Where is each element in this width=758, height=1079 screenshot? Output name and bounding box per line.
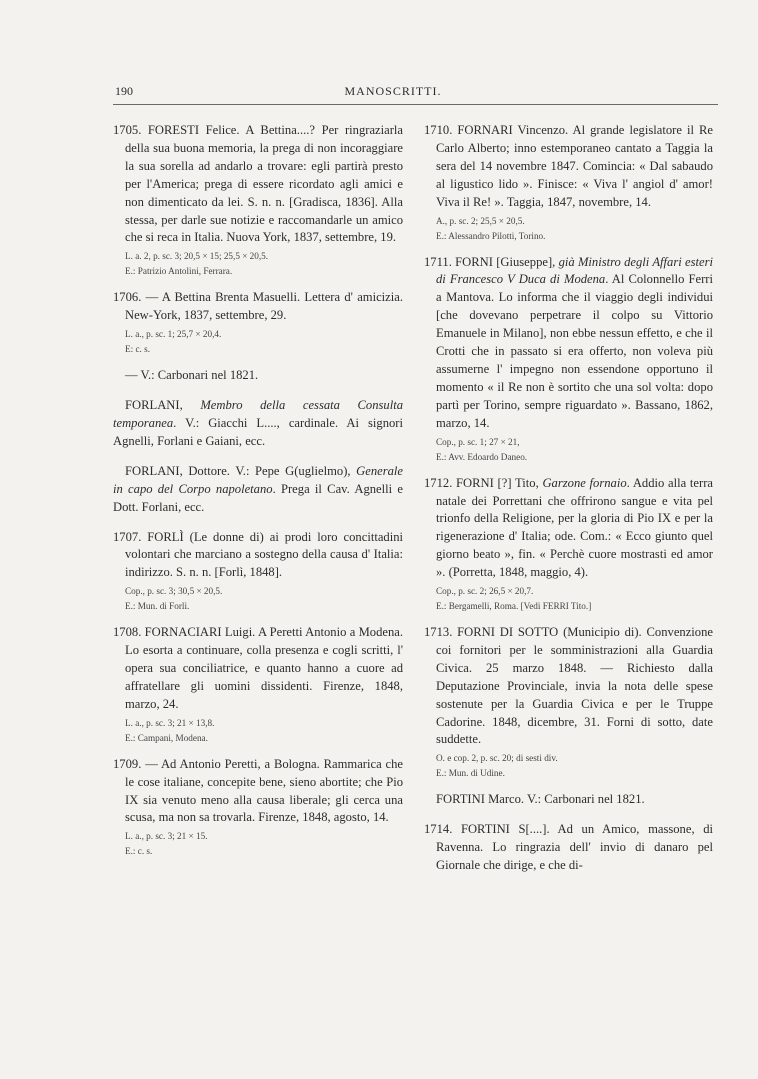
entry-text: 1708. FORNACIARI Luigi. A Peretti Antonio a Modena. Lo esorta a continuare, colla presenza e cogli scritti, l' opera sua conciliatrice, e quanto hanno a cuore ad affratellare gli uomini dissidenti. Firenze, 1848, marzo, 24. <box>113 625 403 711</box>
entry-note: E.: Alessandro Pilotti, Torino. <box>436 230 546 241</box>
entry-note: E.: Avv. Edoardo Daneo. <box>436 451 528 462</box>
entry-note: E.: Mun. di Udine. <box>436 768 505 779</box>
entry-title-italic: Garzone fornaio <box>542 475 627 490</box>
catalog-entry <box>113 529 403 613</box>
cross-reference <box>113 463 403 517</box>
catalog-entry <box>424 475 713 612</box>
entry-note: E: c. s. <box>125 344 151 355</box>
xref-text: . V.: Giacchi L...., cardinale. Ai signori Agnelli, Forlani e Gaiani, ecc. <box>113 415 403 448</box>
entry-note: L. a., p. sc. 1; 25,7 × 20,4. <box>125 329 222 340</box>
entry-text: 1713. FORNI DI SOTTO (Municipio di). Convenzione coi fornitori per le somministrazioni alla Guardia Civica. 25 marzo 1848. — Richiesto dalla Deputazione Provinciale, invia la nota delle spese sostenute per la Guardia Civica e per le Truppe Cadorine. 1848, dicembre, 31. Forni di sotto, date suddette. <box>424 625 713 747</box>
entry-text <box>424 475 713 582</box>
entry-head: 1711. FORNI [Giuseppe], <box>424 254 559 269</box>
catalog-entry <box>424 624 713 779</box>
entry-note: Cop., p. sc. 3; 30,5 × 20,5. <box>125 586 223 597</box>
entry-note: Cop., p. sc. 2; 26,5 × 20,7. <box>436 586 534 597</box>
entry-note: E.: Bergamelli, Roma. [Vedi FERRI Tito.] <box>436 601 592 612</box>
entry-note: L. a., p. sc. 3; 21 × 15. <box>125 831 208 842</box>
xref-text: . Prega il Cav. Agnelli e Dott. Forlani, ecc. <box>113 481 403 514</box>
entry-head: 1712. FORNI [?] Tito, <box>424 475 543 490</box>
entry-title-italic: già Ministro degli Affari esteri di Francesco V Duca di Modena <box>436 254 713 287</box>
entry-text: 1705. FORESTI Felice. A Bettina....? Per ringraziarla della sua buona memoria, la prega di non incoraggiare la sua sorella ad andarlo a trovare: egli partirà presto per l'America; prega di essere ricordato agli amici e non dimenticato da lei. S. n. n. [Gradisca, 1836]. Alla stessa, per darle sue notizie e raccomandarle un amico che si reca in Italia. Nuova York, 1837, settembre, 19. <box>113 123 403 245</box>
cross-reference <box>113 397 403 451</box>
page-number: 190 <box>115 84 133 98</box>
catalog-entry <box>113 624 403 744</box>
entry-note: L. a., p. sc. 3; 21 × 13,8. <box>125 717 215 728</box>
entry-note: E.: Campani, Modena. <box>125 732 208 743</box>
catalog-entry <box>113 122 403 277</box>
entry-text: 1707. FORLÌ (Le donne di) ai prodi loro concittadini volontari che marciano a sostegno della causa d' Italia: indirizzo. S. n. n. [Forlì, 1848]. <box>113 529 403 580</box>
left-column <box>113 122 403 869</box>
entry-text: 1706. — A Bettina Brenta Masuelli. Lettera d' amicizia. New-York, 1837, settembre, 29. <box>113 290 403 323</box>
catalog-entry <box>113 756 403 858</box>
running-head: MANOSCRITTI. <box>344 84 442 98</box>
xref-text: FORLANI, Dottore. V.: Pepe G(uglielmo), <box>125 463 357 478</box>
xref-title-italic: Generale in capo del Corpo napoletano <box>113 463 403 496</box>
entry-note: E.: Patrizio Antolini, Ferrara. <box>125 266 233 277</box>
entry-body: . Addio alla terra natale dei Porrettani che offrirono sangue e vita pel trionfo della Religione, per la gloria di Pio IX e per la rigenerazione d' Italia; ode. Com.: « Ecco giunto quel giorno beato », fin. « Perchè cuore mostrasti ed amor ». (Porretta, 1848, maggio, 4). <box>436 475 713 580</box>
entry-text <box>424 254 713 433</box>
entry-text: 1709. — Ad Antonio Peretti, a Bologna. Rammarica che le cose italiane, concepite bene, sieno abortite; che Pio IX sia venuto meno alla causa liberale; gli cerca una scusa, ma non sa trovarla. Firenze, 1848, agosto, 14. <box>113 756 403 825</box>
entry-note: O. e cop. 2, p. sc. 20; di sesti div. <box>436 753 558 764</box>
entry-note: E.: c. s. <box>125 846 153 857</box>
cross-reference: FORTINI Marco. V.: Carbonari nel 1821. <box>436 792 645 807</box>
cross-reference: — V.: Carbonari nel 1821. <box>125 368 259 383</box>
entry-body: . Al Colonnello Ferri a Mantova. Lo informa che il viaggio degli individui [che dovevano perpetrare il colpo su Vittorio Emanuele in Milano], non ebbe nessun effetto, e che il Crotti che in passato si era offerto, non voleva più assumerne l' impegno non essendone opportuno il momento « il Re non è sortito che una sol volta: dopo partì per Torino, sempre riguardato ». Bassano, 1862, marzo, 14. <box>436 272 713 430</box>
catalog-entry <box>424 122 713 242</box>
entry-text: 1714. FORTINI S[....]. Ad un Amico, massone, di Ravenna. Lo ringrazia dell' invio di danaro pel Giornale che dirige, e che di- <box>424 822 713 873</box>
catalog-entry <box>113 289 403 355</box>
catalog-entry <box>424 254 713 463</box>
entry-note: L. a. 2, p. sc. 3; 20,5 × 15; 25,5 × 20,5. <box>125 251 269 262</box>
xref-title-italic: Membro della cessata Consulta temporanea <box>113 398 404 430</box>
catalog-entry <box>424 821 713 875</box>
xref-text: FORLANI, <box>125 398 201 413</box>
entry-text: 1710. FORNARI Vincenzo. Al grande legislatore il Re Carlo Alberto; inno estemporaneo cantato a Taggia la sera del 14 novembre 1847. Comincia: « Dal sabaudo al ligustico lido ». Finisce: « Viva l' angiol d' amor! Viva il Re! ». Taggia, 1847, novembre, 14. <box>424 123 713 209</box>
entry-note: E.: Mun. di Forlì. <box>125 601 190 612</box>
entry-note: A., p. sc. 2; 25,5 × 20,5. <box>436 215 525 226</box>
entry-note: Cop., p. sc. 1; 27 × 21, <box>436 436 520 447</box>
header-rule <box>113 104 718 105</box>
right-column <box>424 122 713 887</box>
